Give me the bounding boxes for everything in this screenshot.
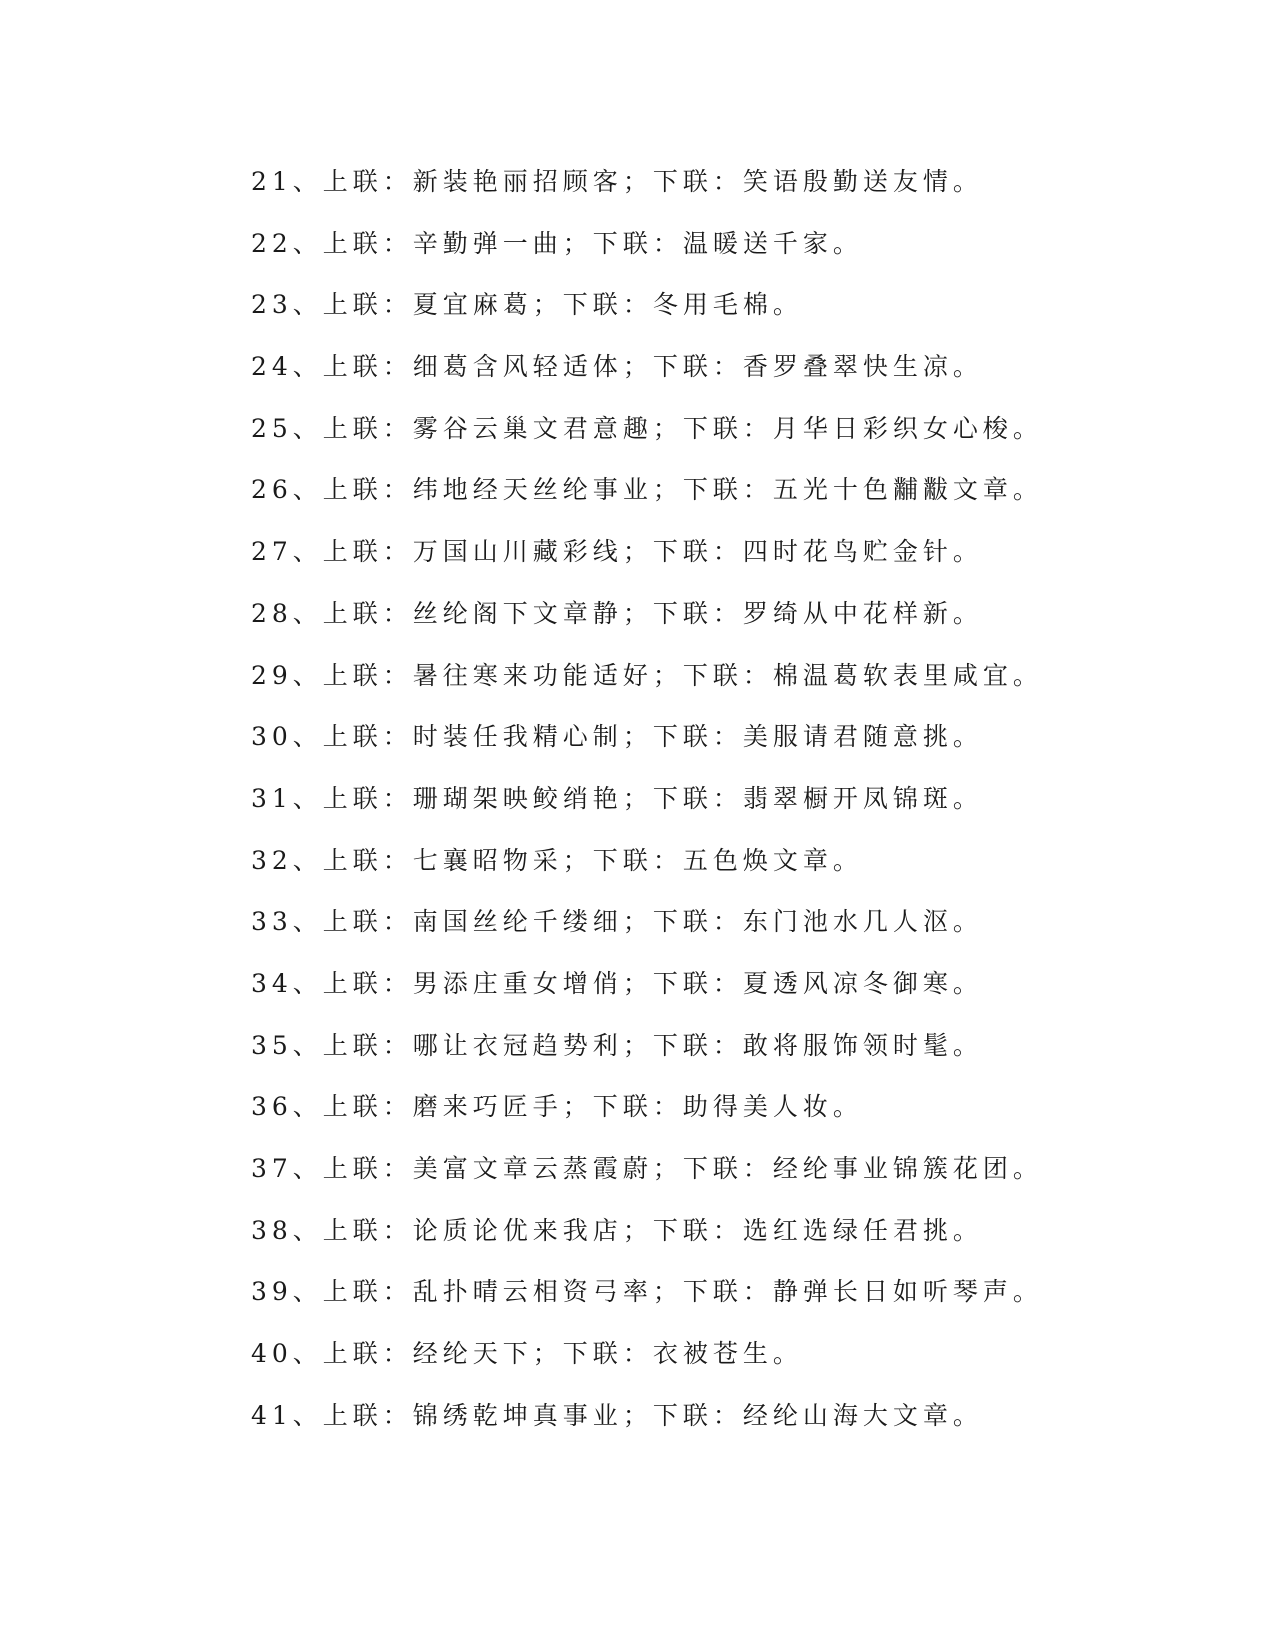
couplet-line: 37、上联：美富文章云蒸霞蔚；下联：经纶事业锦簇花团。 — [251, 1154, 1043, 1183]
couplet-line: 40、上联：经纶天下；下联：衣被苍生。 — [251, 1339, 803, 1369]
couplet-list — [251, 160, 1211, 1455]
couplet-line: 22、上联：辛勤弹一曲；下联：温暖送千家。 — [251, 228, 863, 258]
couplet-line: 29、上联：暑往寒来功能适好；下联：棉温葛软表里咸宜。 — [251, 660, 1043, 690]
couplet-line: 36、上联：磨来巧匠手；下联：助得美人妆。 — [251, 1092, 863, 1122]
couplet-line: 23、上联：夏宜麻葛；下联：冬用毛棉。 — [251, 290, 803, 320]
couplet-line: 21、上联：新装艳丽招顾客；下联：笑语殷勤送友情。 — [251, 167, 983, 196]
couplet-line: 39、上联：乱扑晴云相资弓率；下联：静弹长日如听琴声。 — [251, 1277, 1043, 1307]
couplet-line: 34、上联：男添庄重女增俏；下联：夏透风凉冬御寒。 — [251, 968, 983, 998]
couplet-line: 30、上联：时装任我精心制；下联：美服请君随意挑。 — [251, 722, 983, 752]
couplet-line: 41、上联：锦绣乾坤真事业；下联：经纶山海大文章。 — [251, 1400, 983, 1430]
couplet-line: 35、上联：哪让衣冠趋势利；下联：敢将服饰领时髦。 — [251, 1030, 983, 1060]
couplet-line: 38、上联：论质论优来我店；下联：选红选绿任君挑。 — [251, 1215, 983, 1245]
couplet-line: 24、上联：细葛含风轻适体；下联：香罗叠翠快生凉。 — [251, 352, 983, 382]
couplet-line: 28、上联：丝纶阁下文章静；下联：罗绮从中花样新。 — [251, 598, 983, 628]
couplet-line: 33、上联：南国丝纶千缕细；下联：东门池水几人沤。 — [251, 907, 983, 937]
couplet-line: 27、上联：万国山川藏彩线；下联：四时花鸟贮金针。 — [251, 537, 983, 567]
couplet-line: 32、上联：七襄昭物采；下联：五色焕文章。 — [251, 845, 863, 875]
couplet-line: 25、上联：雾谷云巢文君意趣；下联：月华日彩织女心梭。 — [251, 413, 1043, 443]
couplet-line: 31、上联：珊瑚架映鲛绡艳；下联：翡翠橱开凤锦斑。 — [251, 783, 983, 813]
couplet-line: 26、上联：纬地经天丝纶事业；下联：五光十色黼黻文章。 — [251, 475, 1043, 505]
